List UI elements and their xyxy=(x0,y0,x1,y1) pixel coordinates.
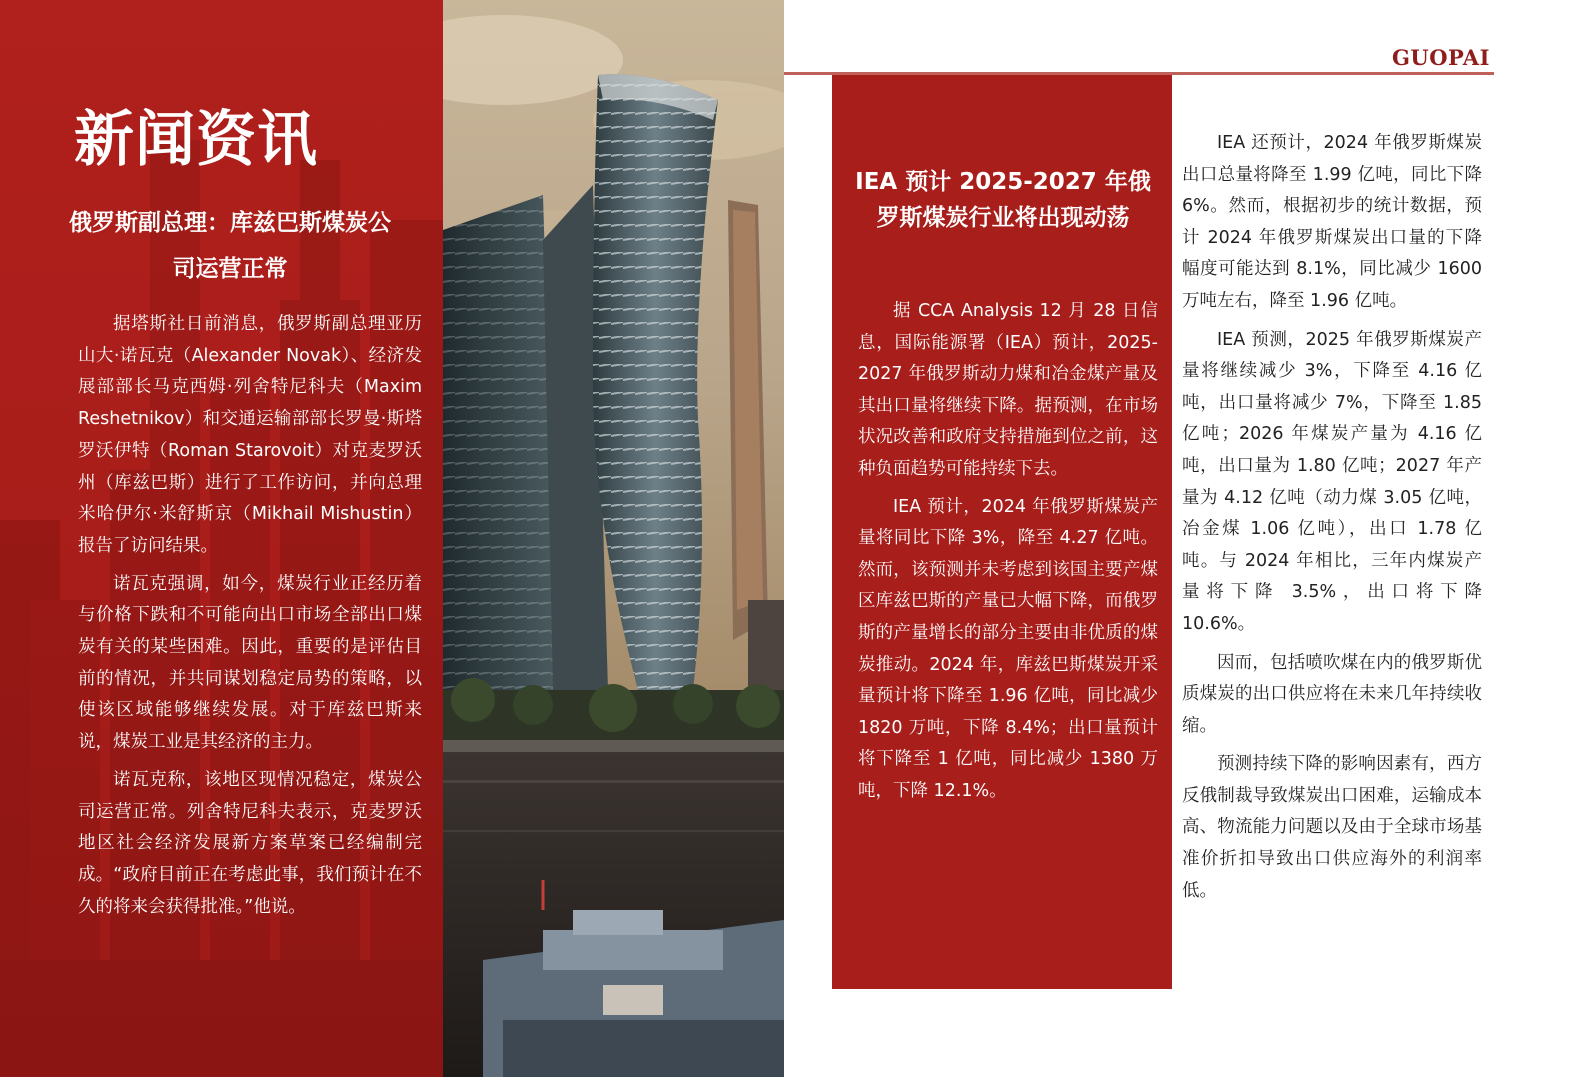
left-paragraph: 诺瓦克称，该地区现情况稳定，煤炭公司运营正常。列舍特尼科夫表示，克麦罗沃地区社会经济发展新方案草案已经编制完成。“政府目前正在考虑此事，我们预计在不久的将来会获得批准。”他说。 xyxy=(78,769,422,917)
photo-illustration xyxy=(443,0,784,1077)
right-paragraph: 预测持续下降的影响因素有，西方反俄制裁导致煤炭出口困难，运输成本高、物流能力问题以及由于全球市场基准价折扣导致出口供应海外的利润率低。 xyxy=(1182,754,1482,901)
section-title: 新闻资讯 xyxy=(74,105,318,175)
city-towers-photo xyxy=(443,0,784,1077)
left-red-panel xyxy=(0,0,443,1077)
right-paragraph: IEA 还预计，2024 年俄罗斯煤炭出口总量将降至 1.99 亿吨，同比下降 6%。然而，根据初步的统计数据，预计 2024 年俄罗斯煤炭出口量的下降幅度可能达到 8.1%，同比减少 1600 万吨左右，降至 1.96 亿吨。 xyxy=(1182,133,1482,311)
right-paragraph: 因而，包括喷吹煤在内的俄罗斯优质煤炭的出口供应将在未来几年持续收缩。 xyxy=(1182,652,1482,736)
middle-article-body xyxy=(858,296,1158,814)
left-paragraph: 据塔斯社日前消息，俄罗斯副总理亚历山大·诺瓦克（Alexander Novak）、经济发展部部长马克西姆·列舍特尼科夫（Maxim Reshetnikov）和交通运输部部长罗曼·斯塔罗沃伊特（Roman Starovoit）对克麦罗沃州（库兹巴斯）进行了工作访问，并向总理米哈伊尔·米舒斯京（Mikhail Mishustin）报告了访问结果。 xyxy=(78,314,422,556)
middle-paragraph: IEA 预计，2024 年俄罗斯煤炭产量将同比下降 3%，降至 4.27 亿吨。然而，该预测并未考虑到该国主要产煤区库兹巴斯的产量已大幅下降，而俄罗斯的产量增长的部分主要由非优质的煤炭推动。2024 年，库兹巴斯煤炭开采量预计将下降至 1.96 亿吨，同比减少 1820 万吨，下降 8.4%；出口量预计将下降至 1 亿吨，同比减少 1380 万吨，下降 12.1%。 xyxy=(858,496,1158,801)
brand-logo-text: GUOPAI xyxy=(1392,45,1490,70)
left-article-headline: 俄罗斯副总理：库兹巴斯煤炭公司运营正常 xyxy=(69,210,391,282)
right-article-body xyxy=(1182,128,1482,914)
right-paragraph: IEA 预测，2025 年俄罗斯煤炭产量将继续减少 3%，下降至 4.16 亿吨，出口量将减少 7%，下降至 1.85 亿吨；2026 年煤炭产量为 4.16 亿吨，出口量为 1.80 亿吨；2027 年产量为 4.12 亿吨（动力煤 3.05 亿吨，冶金煤 1.06 亿吨），出口 1.78 亿吨。与 2024 年相比，三年内煤炭产量将下降 3.5%，出口将下降 10.6%。 xyxy=(1182,329,1482,634)
left-article-body xyxy=(78,309,422,929)
middle-paragraph: 据 CCA Analysis 12 月 28 日信息，国际能源署（IEA）预计，2025-2027 年俄罗斯动力煤和冶金煤产量及其出口量将继续下降。据预测，在市场状况改善和政府支持措施到位之前，这种负面趋势可能持续下去。 xyxy=(858,301,1158,479)
left-paragraph: 诺瓦克强调，如今，煤炭行业正经历着与价格下跌和不可能向出口市场全部出口煤炭有关的某些困难。因此，重要的是评估目前的情况，并共同谋划稳定局势的策略，以使该区域能够继续发展。对于库兹巴斯来说，煤炭工业是其经济的主力。 xyxy=(78,573,422,753)
middle-article-headline: IEA 预计 2025-2027 年俄罗斯煤炭行业将出现动荡 xyxy=(855,169,1151,231)
